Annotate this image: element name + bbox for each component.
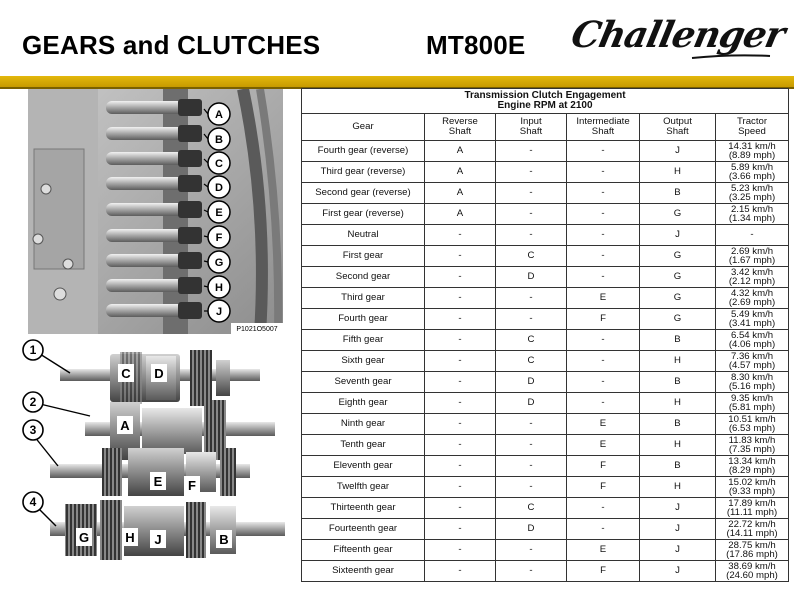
table-cell: 11.83 km/h (7.35 mph) [716, 435, 789, 456]
table-cell: B [640, 183, 716, 204]
column-header: Tractor Speed [716, 114, 789, 141]
table-cell: J [640, 519, 716, 540]
table-cell: J [640, 561, 716, 582]
table-row [302, 393, 789, 414]
clutch-letter-e: E [153, 474, 163, 489]
table-cell: J [640, 540, 716, 561]
table-cell: G [640, 309, 716, 330]
table-row [302, 540, 789, 561]
table-cell: - [496, 540, 567, 561]
table-cell: G [640, 267, 716, 288]
table-subtitle: Engine RPM at 2100 [497, 100, 593, 111]
challenger-logo [567, 14, 789, 72]
table-cell: - [425, 456, 496, 477]
table-cell: 15.02 km/h (9.33 mph) [716, 477, 789, 498]
table-header-row [302, 114, 789, 141]
table-cell: - [567, 330, 640, 351]
table-cell: - [567, 162, 640, 183]
column-header: Intermediate Shaft [567, 114, 640, 141]
table-row [302, 183, 789, 204]
photo-letter-c: C [215, 158, 223, 170]
photo-letter-f: F [215, 232, 223, 244]
table-cell: - [496, 561, 567, 582]
table-cell: - [425, 435, 496, 456]
table-cell: - [496, 141, 567, 162]
table-cell: - [567, 246, 640, 267]
table-cell: F [567, 477, 640, 498]
table-cell: - [425, 477, 496, 498]
column-header: Reverse Shaft [425, 114, 496, 141]
table-cell: A [425, 141, 496, 162]
table-cell: D [496, 267, 567, 288]
table-cell: - [496, 183, 567, 204]
table-cell: Neutral [302, 225, 425, 246]
table-cell: - [567, 498, 640, 519]
clutch-engagement-table [301, 88, 789, 582]
table-cell: - [425, 225, 496, 246]
table-row [302, 309, 789, 330]
table-cell: - [425, 330, 496, 351]
column-header: Gear [302, 114, 425, 141]
table-cell: 4.32 km/h (2.69 mph) [716, 288, 789, 309]
table-cell: 6.54 km/h (4.06 mph) [716, 330, 789, 351]
table-cell: Twelfth gear [302, 477, 425, 498]
table-cell: J [640, 141, 716, 162]
photo-letter-h: H [215, 282, 223, 294]
table-cell: H [640, 162, 716, 183]
table-cell: - [567, 141, 640, 162]
shaft-number-3: 3 [29, 423, 37, 437]
table-row [302, 267, 789, 288]
clutch-letter-b: B [219, 532, 229, 547]
table-cell: A [425, 162, 496, 183]
table-cell: H [640, 435, 716, 456]
table-cell: - [425, 414, 496, 435]
table-cell: G [640, 288, 716, 309]
model-name: MT800E [426, 30, 526, 60]
table-cell: - [496, 225, 567, 246]
table-cell: - [425, 561, 496, 582]
gear-train-diagram [10, 336, 288, 586]
table-cell: Fifth gear [302, 330, 425, 351]
table-cell: - [425, 309, 496, 330]
table-cell: J [640, 498, 716, 519]
photo-letter-g: G [214, 257, 224, 269]
photo-caption: P1021O5007 [236, 326, 278, 333]
table-cell: H [640, 477, 716, 498]
table-cell: Fourth gear (reverse) [302, 141, 425, 162]
table-cell: 9.35 km/h (5.81 mph) [716, 393, 789, 414]
table-cell: - [567, 225, 640, 246]
table-row [302, 204, 789, 225]
table-cell: B [640, 330, 716, 351]
table-cell: 2.15 km/h (1.34 mph) [716, 204, 789, 225]
table-cell: - [425, 498, 496, 519]
table-cell: Fifteenth gear [302, 540, 425, 561]
table-cell: Seventh gear [302, 372, 425, 393]
table-cell: Second gear [302, 267, 425, 288]
table-cell: 2.69 km/h (1.67 mph) [716, 246, 789, 267]
table-cell: F [567, 309, 640, 330]
table-row [302, 372, 789, 393]
page-title: GEARS and CLUTCHES [22, 30, 321, 60]
table-cell: E [567, 288, 640, 309]
photo-letter-d: D [215, 182, 223, 194]
table-cell: E [567, 540, 640, 561]
table-row [302, 225, 789, 246]
table-cell: - [425, 288, 496, 309]
table-cell: - [567, 393, 640, 414]
table-cell: 38.69 km/h (24.60 mph) [716, 561, 789, 582]
table-cell: Sixteenth gear [302, 561, 425, 582]
table-cell: - [567, 267, 640, 288]
table-cell: C [496, 351, 567, 372]
table-cell: E [567, 414, 640, 435]
table-row [302, 141, 789, 162]
table-cell: G [640, 204, 716, 225]
table-cell: C [496, 498, 567, 519]
clutch-letter-h: H [125, 530, 135, 545]
clutch-letter-c: C [121, 366, 131, 381]
table-cell: Thirteenth gear [302, 498, 425, 519]
table-cell: - [425, 267, 496, 288]
table-cell: - [496, 204, 567, 225]
brand-wordmark: Challenger [567, 14, 789, 56]
table-cell: 5.89 km/h (3.66 mph) [716, 162, 789, 183]
table-cell: First gear (reverse) [302, 204, 425, 225]
table-cell: D [496, 393, 567, 414]
logo-swoosh-icon [572, 14, 772, 72]
table-cell: - [425, 351, 496, 372]
clutch-letter-j: J [154, 532, 162, 547]
table-row [302, 561, 789, 582]
table-cell: - [496, 456, 567, 477]
table-cell: Third gear [302, 288, 425, 309]
photo-letter-a: A [215, 109, 223, 121]
table-cell: - [425, 246, 496, 267]
table-cell: D [496, 372, 567, 393]
table-cell: Fourth gear [302, 309, 425, 330]
table-cell: J [640, 225, 716, 246]
table-row [302, 498, 789, 519]
photo-letter-b: B [215, 134, 223, 146]
table-cell: - [496, 477, 567, 498]
table-row [302, 162, 789, 183]
table-row [302, 477, 789, 498]
table-row [302, 414, 789, 435]
table-cell: B [640, 414, 716, 435]
table-cell: F [567, 456, 640, 477]
table-cell: Eighth gear [302, 393, 425, 414]
table-cell: - [567, 204, 640, 225]
table-cell: B [640, 456, 716, 477]
clutch-letter-g: G [78, 530, 90, 545]
table-cell: Eleventh gear [302, 456, 425, 477]
table-title: Transmission Clutch Engagement [464, 89, 626, 101]
table-cell: - [496, 162, 567, 183]
column-header: Output Shaft [640, 114, 716, 141]
table-cell: - [567, 351, 640, 372]
table-cell: 5.23 km/h (3.25 mph) [716, 183, 789, 204]
table-cell: 8.30 km/h (5.16 mph) [716, 372, 789, 393]
table-cell: 17.89 km/h (11.11 mph) [716, 498, 789, 519]
shaft-number-2: 2 [29, 395, 37, 409]
table-cell: 28.75 km/h (17.86 mph) [716, 540, 789, 561]
table-cell: Fourteenth gear [302, 519, 425, 540]
table-cell: - [425, 540, 496, 561]
table-cell: C [496, 330, 567, 351]
table-caption [302, 89, 789, 114]
table-cell: - [496, 288, 567, 309]
table-cell: - [496, 309, 567, 330]
table-cell: 14.31 km/h (8.89 mph) [716, 141, 789, 162]
table-cell: D [496, 519, 567, 540]
header-band [0, 76, 794, 87]
clutch-valve-photo [28, 89, 283, 334]
table-cell: 22.72 km/h (14.11 mph) [716, 519, 789, 540]
table-cell: Second gear (reverse) [302, 183, 425, 204]
table-cell: H [640, 393, 716, 414]
table-cell: First gear [302, 246, 425, 267]
table-cell: A [425, 183, 496, 204]
table-row [302, 519, 789, 540]
column-header: Input Shaft [496, 114, 567, 141]
table-cell: G [640, 246, 716, 267]
table-cell: - [425, 393, 496, 414]
table-cell: - [496, 435, 567, 456]
table-cell: A [425, 204, 496, 225]
shaft-number-4: 4 [29, 495, 37, 509]
clutch-letter-a: A [120, 418, 130, 433]
table-cell: Third gear (reverse) [302, 162, 425, 183]
table-row [302, 456, 789, 477]
table-cell: Ninth gear [302, 414, 425, 435]
table-cell: 10.51 km/h (6.53 mph) [716, 414, 789, 435]
table-row [302, 288, 789, 309]
photo-letter-e: E [215, 207, 223, 219]
photo-letter-j: J [215, 306, 223, 318]
table-cell: - [567, 183, 640, 204]
table-cell: C [496, 246, 567, 267]
clutch-letter-d: D [154, 366, 164, 381]
table-cell: H [640, 351, 716, 372]
table-row [302, 435, 789, 456]
table-row [302, 246, 789, 267]
shaft-number-1: 1 [29, 343, 37, 357]
table-cell: B [640, 372, 716, 393]
table-row [302, 330, 789, 351]
table-cell: - [496, 414, 567, 435]
table-cell: E [567, 435, 640, 456]
clutch-letter-f: F [188, 478, 196, 493]
table-cell: Sixth gear [302, 351, 425, 372]
table-cell: - [567, 519, 640, 540]
table-cell: - [425, 519, 496, 540]
table-cell: F [567, 561, 640, 582]
table-body [302, 141, 789, 582]
table-cell: - [425, 372, 496, 393]
table-cell: 7.36 km/h (4.57 mph) [716, 351, 789, 372]
table-cell: - [716, 225, 789, 246]
table-cell: 13.34 km/h (8.29 mph) [716, 456, 789, 477]
table-row [302, 351, 789, 372]
table-cell: Tenth gear [302, 435, 425, 456]
table-cell: - [567, 372, 640, 393]
table-cell: 5.49 km/h (3.41 mph) [716, 309, 789, 330]
table-cell: 3.42 km/h (2.12 mph) [716, 267, 789, 288]
